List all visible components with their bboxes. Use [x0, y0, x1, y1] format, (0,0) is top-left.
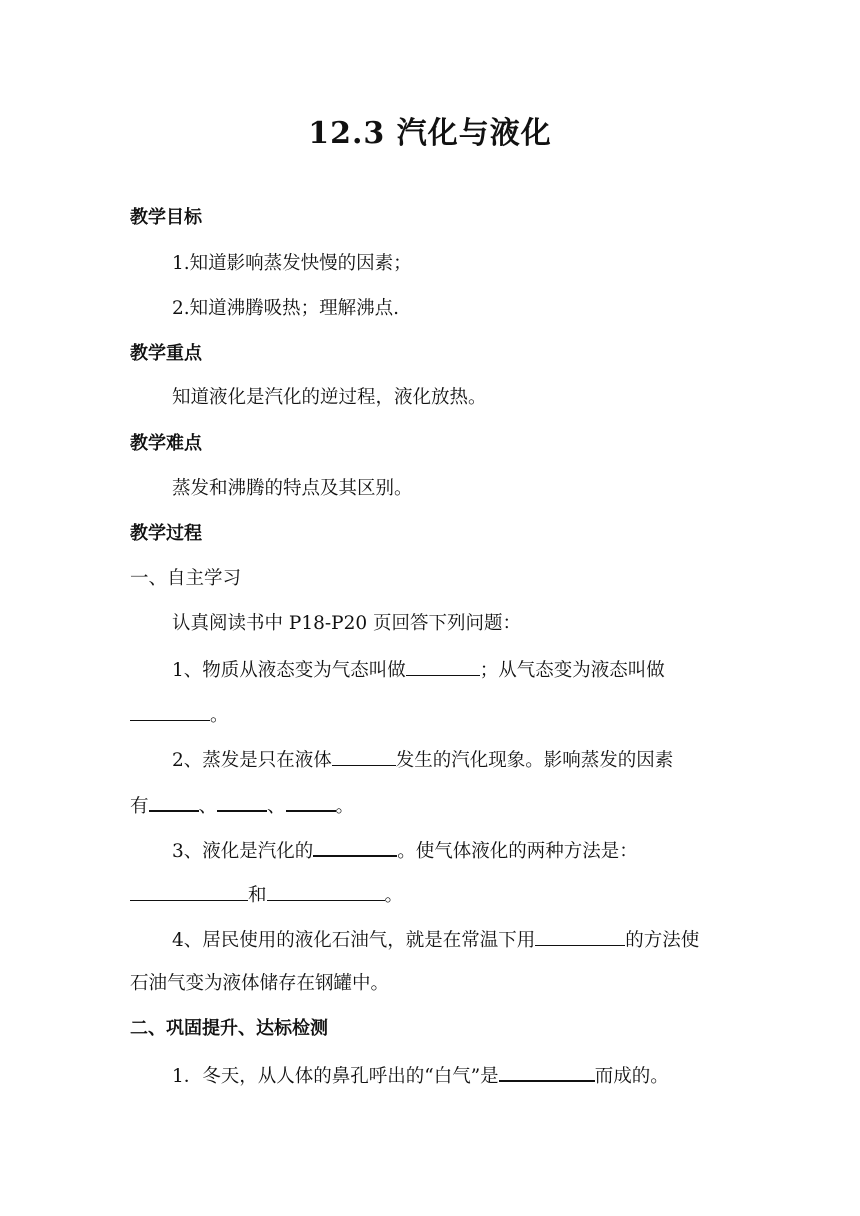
question-1-text-a: 1、物质从液态变为气态叫做	[172, 660, 406, 681]
fill-blank[interactable]	[406, 657, 480, 676]
part1-intro: 认真阅读书中 P18-P20 页回答下列问题：	[172, 613, 521, 634]
question-3-text-a: 3、液化是汽化的	[172, 841, 314, 862]
question-3-end: 。	[384, 885, 404, 906]
question-2-end: 。	[335, 796, 355, 817]
question-3-mid: 和	[248, 885, 267, 906]
fill-blank[interactable]	[130, 882, 248, 901]
fill-blank[interactable]	[130, 702, 210, 721]
question-2-line-2	[130, 792, 740, 819]
question-1-text-b: ；从气态变为液态叫做	[479, 660, 665, 681]
question-2-separator: 、	[198, 796, 218, 817]
question-2-line-1	[172, 747, 740, 773]
goal-1: 1.知道影响蒸发快慢的因素；	[172, 253, 412, 274]
fill-blank[interactable]	[286, 792, 336, 812]
part2-question-1-text-a: 1．冬天，从人体的鼻孔呼出的“白气”是	[172, 1066, 499, 1087]
question-1-line-2	[130, 702, 740, 728]
question-2-separator: 、	[267, 796, 286, 817]
fill-blank[interactable]	[535, 927, 625, 946]
question-4-line-1	[172, 927, 740, 953]
goal-2: 2.知道沸腾吸热；理解沸点.	[172, 298, 400, 319]
part1-heading: 一、自主学习	[130, 568, 242, 589]
fill-blank[interactable]	[149, 792, 199, 812]
difficulty-heading: 教学难点	[130, 433, 202, 454]
part2-question-1-text-b: 而成的。	[594, 1066, 669, 1087]
key-heading: 教学重点	[130, 343, 202, 364]
question-4-text-a: 4、居民使用的液化石油气，就是在常温下用	[172, 930, 536, 951]
question-4-text-b: 的方法使	[625, 930, 700, 951]
part2-question-1	[172, 1062, 740, 1089]
question-4-line-2: 石油气变为液体储存在钢罐中。	[130, 973, 390, 994]
fill-blank[interactable]	[499, 1062, 595, 1082]
goals-heading: 教学目标	[130, 207, 202, 228]
fill-blank[interactable]	[313, 837, 397, 857]
question-3-line-1	[172, 837, 740, 864]
process-heading: 教学过程	[130, 523, 202, 544]
difficulty-text: 蒸发和沸腾的特点及其区别。	[172, 478, 413, 499]
question-3-line-2	[130, 882, 740, 908]
fill-blank[interactable]	[332, 747, 396, 766]
question-3-text-b: 。使气体液化的两种方法是：	[397, 841, 638, 862]
key-text: 知道液化是汽化的逆过程，液化放热。	[172, 387, 487, 408]
fill-blank[interactable]	[217, 792, 267, 812]
question-2-text-b: 发生的汽化现象。影响蒸发的因素	[395, 750, 674, 771]
part2-heading: 二、巩固提升、达标检测	[130, 1018, 328, 1039]
question-2-text-c: 有	[130, 796, 149, 817]
question-2-text-a: 2、蒸发是只在液体	[172, 750, 332, 771]
question-1-text-c: 。	[210, 705, 229, 726]
fill-blank[interactable]	[267, 882, 385, 901]
page-title: 12.3 汽化与液化	[308, 116, 552, 151]
question-1-line-1	[172, 657, 740, 683]
